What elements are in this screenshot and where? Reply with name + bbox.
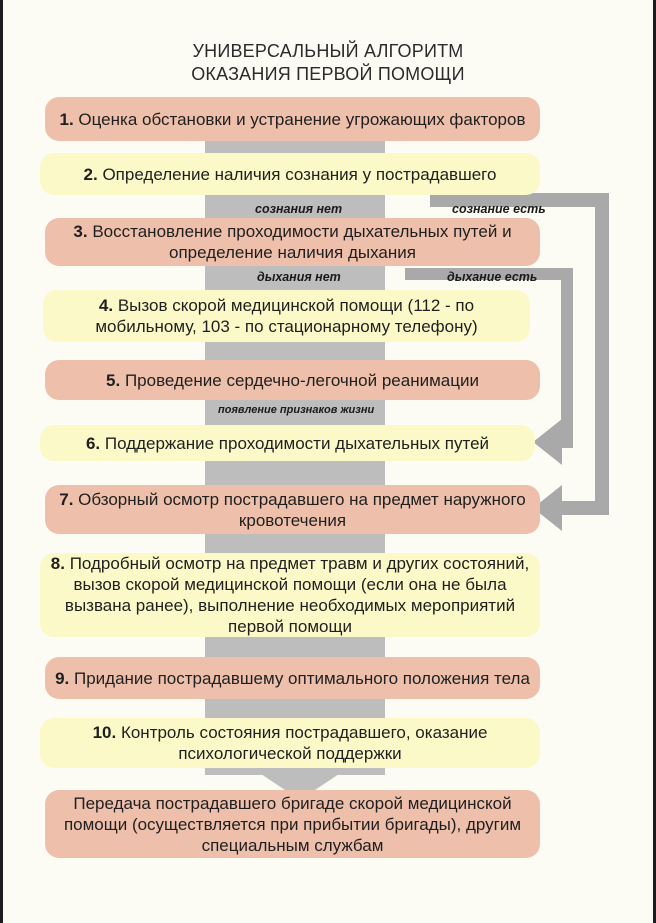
step-number: 2. [83,164,98,184]
step-10-box [40,718,540,768]
label-breathing-yes: дыхание есть [447,270,538,284]
step-text: Придание пострадавшему оптимального положения тела [69,668,530,688]
step-2-box [40,153,540,195]
step-4-box [43,290,530,342]
step-text: Подробный осмотр на предмет травм и других состояний, вызов скорой медицинской помощи (если она не была вызвана ранее), выполнение необходимых мероприятий первой помощи [64,554,530,636]
step-7-box [45,485,540,534]
step-number: 3. [73,222,88,241]
step-text: Проведение сердечно-легочной реанимации [120,370,479,390]
step-text: Обзорный осмотр пострадавшего на предмет наружного кровотечения [73,489,526,530]
final-step-box [45,790,540,858]
step-text: Восстановление проходимости дыхательных путей и определение наличия дыхания [87,222,512,262]
bypass-breathing-arrowhead [533,419,562,465]
label-breathing-no: дыхания нет [257,270,341,284]
label-signs-of-life: появление признаков жизни [218,404,375,416]
step-number: 4. [98,296,114,315]
step-number: 7. [59,489,74,509]
title-line-2: ОКАЗАНИЯ ПЕРВОЙ ПОМОЩИ [191,64,465,84]
step-number: 10. [92,723,117,742]
step-6-box [40,425,535,461]
step-number: 5. [106,370,121,390]
step-text: Передача пострадавшего бригаде скорой медицинской помощи (осуществляется при прибытии бригады), другим специальным службам [63,793,522,855]
step-8-box [40,553,540,637]
step-5-box [45,360,540,400]
step-text: Определение наличия сознания у пострадавшего [97,164,497,184]
label-consciousness-yes: сознание есть [452,202,546,216]
step-3-box [45,218,540,266]
label-consciousness-no: сознания нет [255,202,343,216]
step-number: 1. [59,109,74,129]
step-number: 9. [55,668,70,688]
step-text: Поддержание проходимости дыхательных путей [100,433,490,453]
step-text: Оценка обстановки и устранение угрожающих факторов [73,109,526,129]
step-text: Вызов скорой медицинской помощи (112 - по мобильному, 103 - по стационарному телефону) [95,296,478,336]
title-line-1: УНИВЕРСАЛЬНЫЙ АЛГОРИТМ [192,41,464,61]
step-number: 6. [85,433,101,453]
step-number: 8. [50,554,65,573]
step-9-box [45,657,540,699]
step-1-box [45,97,540,141]
step-text: Контроль состояния пострадавшего, оказание психологической поддержки [116,723,488,763]
